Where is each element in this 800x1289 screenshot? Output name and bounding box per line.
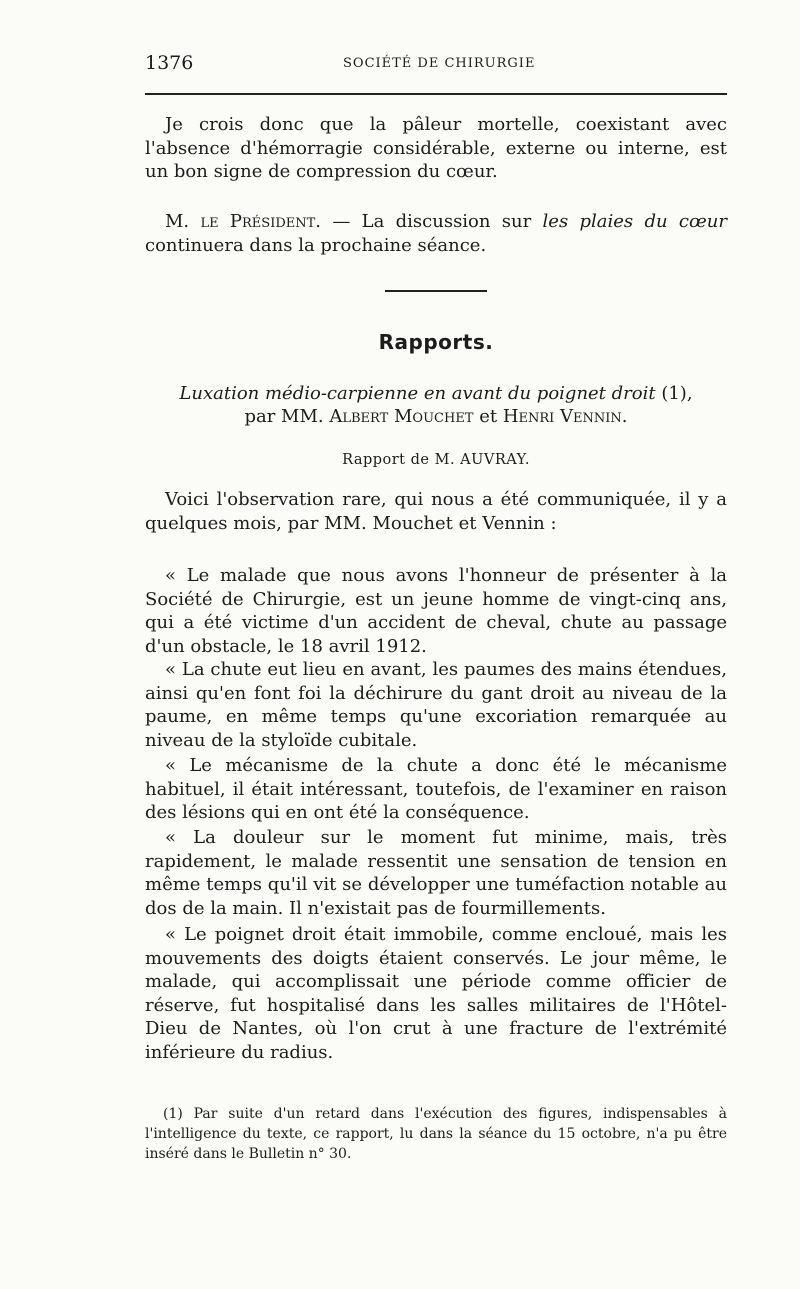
author-1: Albert Mouchet	[329, 406, 474, 427]
rapport-end: .	[524, 452, 530, 468]
body-paragraph: « Le poignet droit était immobile, comme encloué, mais les mouvements des doigts étaient conservés. Le jour même, le malade, qui accomplissait une période comme officier de réserve, fut hospitalisé dans les salles militaires de l'Hôtel-Dieu de Nantes, où l'on crut à une fracture de l'extrémité inférieure du radius.	[145, 924, 727, 1063]
president-text-a: . — La discussion sur	[315, 211, 543, 232]
author-2: Henri Vennin	[502, 406, 622, 427]
section-title: Rapports.	[378, 330, 494, 354]
body-paragraph: « Le mécanisme de la chute a donc été le mécanisme habituel, il était intéressant, toutefois, de l'examiner en raison des lésions qui en ont été la conséquence.	[145, 755, 727, 823]
page-header	[145, 52, 727, 82]
article-title-text: Luxation médio-carpienne en avant du poignet droit	[179, 383, 656, 404]
running-title: SOCIÉTÉ DE CHIRURGIE	[343, 56, 536, 71]
intro-paragraph: Je crois donc que la pâleur mortelle, coexistant avec l'absence d'hémorragie considérable, externe ou interne, est un bon signe de compression du cœur.	[145, 114, 727, 182]
body-paragraph: « La chute eut lieu en avant, les paumes des mains étendues, ainsi qu'en font foi la déchirure du gant droit au niveau de la paume, en même temps qu'une excoriation remarquée au niveau de la styloïde cubitale.	[145, 659, 727, 751]
body-paragraph: Voici l'observation rare, qui nous a été communiquée, il y a quelques mois, par MM. Mouchet et Vennin :	[145, 489, 727, 534]
president-text-b: continuera dans la prochaine séance.	[145, 234, 487, 256]
article-by: par MM.	[244, 406, 330, 427]
president-prefix: M.	[165, 211, 190, 232]
rapporteur: AUVRAY	[460, 452, 525, 468]
article-and: et	[473, 406, 503, 427]
article-title	[145, 382, 727, 428]
article-author-end: .	[621, 406, 628, 427]
page-number: 1376	[145, 52, 194, 74]
president-italic: les plaies du cœur	[542, 211, 727, 232]
header-rule	[145, 93, 727, 95]
separator-rule	[385, 290, 487, 292]
body-paragraph: « La douleur sur le moment fut minime, mais, très rapidement, le malade ressentit une sensation de tension en même temps qu'il vit se développer une tuméfaction notable au dos de la main. Il n'existait pas de fourmillements.	[145, 827, 727, 919]
article-title-note: (1),	[655, 383, 693, 404]
president-title: le Président	[200, 211, 316, 232]
body-paragraph: « Le malade que nous avons l'honneur de présenter à la Société de Chirurgie, est un jeune homme de vingt-cinq ans, qui a été victime d'un accident de cheval, chute au passage d'un obstacle, le 18 avril 1912.	[145, 565, 727, 657]
rapport-line	[145, 452, 727, 468]
rapport-prefix: Rapport de M.	[342, 452, 461, 468]
footnote: (1) Par suite d'un retard dans l'exécution des figures, indispensables à l'intelligence du texte, ce rapport, lu dans la séance du 15 octobre, n'a pu être inséré dans le Bulletin n° 30.	[145, 1106, 727, 1162]
president-paragraph	[145, 210, 727, 257]
